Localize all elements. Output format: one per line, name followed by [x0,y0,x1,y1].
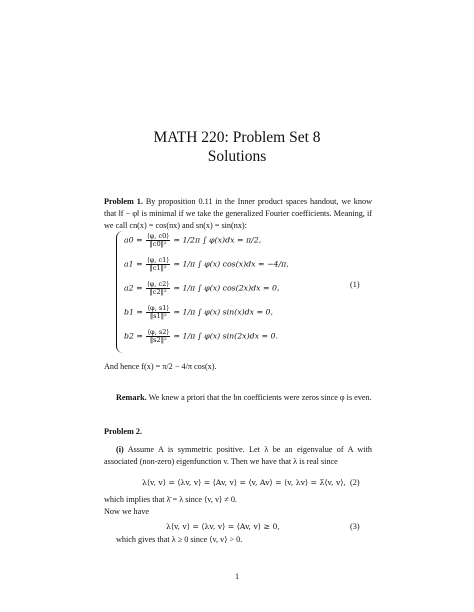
after-eq3: which gives that λ ≥ 0 since ⟨v, v⟩ > 0. [116,535,243,544]
equation-b1: b1 = $\frac{⟨\varphi, s1⟩}{\text{‖s1‖²}}$ = 1/π ∫ φ(x) sin(x)dx = 0, [124,304,273,320]
problem-1-text: By proposition 0.11 in the Inner product spaces handout, we know that ‖f − φ‖ is minimal if we take the generalized Fourier coefficients. Meaning, if we call cn(x) = cos(nx) and sn(x) = sin(nx): [104,197,372,230]
after-eq2-line-2: Now we have [104,507,150,516]
equation-b2: b2 = $\frac{⟨\varphi, s2⟩}{\text{‖s2‖²}}$ = 1/π ∫ φ(x) sin(2x)dx = 0. [124,328,278,344]
after-eq2-line-1: which implies that λ̄ = λ since ⟨v, v⟩ ≠ 0. [104,495,237,504]
equation-a0: a0 = $\frac{⟨\varphi, c0⟩}{\text{‖c0‖²}}$ = 1/2π ∫ φ(x)dx = π/2, [124,232,262,248]
problem-1-paragraph [104,196,372,232]
problem-2-part-i [104,444,372,468]
equation-3: λ⟨v, v⟩ = ⟨λv, v⟩ = ⟨Av, v⟩ ≥ 0, [166,522,280,531]
part-i-text: Assume A is symmetric positive. Let λ be an eigenvalue of A with associated (non-zero) eigenfunction v. Then we have that λ is real since [104,445,372,466]
remark-text: We knew a priori that the bn coefficients were zeros since φ is even. [148,393,372,402]
equation-number-1: (1) [350,280,360,289]
page-number: 1 [234,572,240,581]
title-line-1: MATH 220: Problem Set 8 [153,129,321,146]
document-title [0,128,474,166]
problem-1-heading: Problem 1. [104,197,143,206]
problem-2-heading: Problem 2. [104,427,143,436]
part-i-label: (i) [116,445,124,454]
equation-2: λ⟨v, v⟩ = ⟨λv, v⟩ = ⟨Av, v⟩ = ⟨v, Av⟩ = ⟨v, λv⟩ = λ̄⟨v, v⟩, [142,478,346,487]
equation-a1: a1 = $\frac{⟨\varphi, c1⟩}{\text{‖c1‖²}}$ = 1/π ∫ φ(x) cos(x)dx = −4/π, [124,256,289,272]
remark-paragraph [104,392,372,404]
remark-heading: Remark. [116,393,147,402]
equation-number-3: (3) [350,522,360,531]
equation-number-2: (2) [350,478,360,487]
equation-a2: a2 = $\frac{⟨\varphi, c2⟩}{\text{‖c2‖²}}$ = 1/π ∫ φ(x) cos(2x)dx = 0, [124,280,280,296]
title-line-2: Solutions [207,148,267,165]
equation-brace [116,231,123,353]
problem-1-conclusion: And hence f(x) = π/2 − 4/π cos(x). [104,362,217,371]
